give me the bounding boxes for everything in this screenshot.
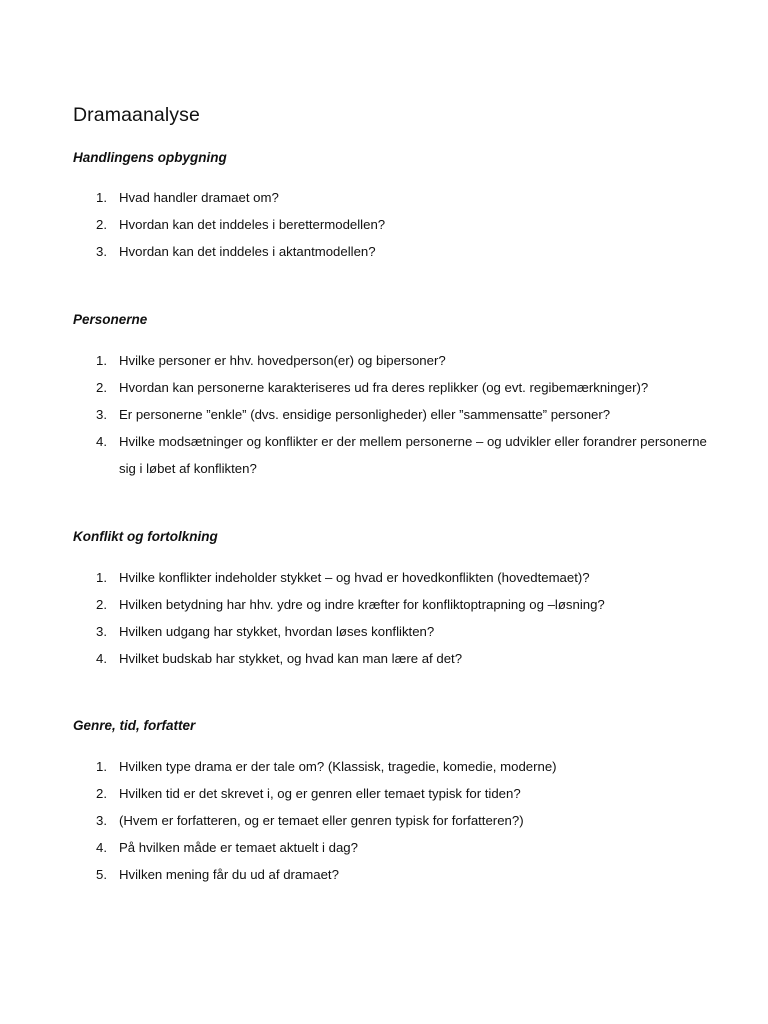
item-text: Hvilken udgang har stykket, hvordan løses konflikten?: [119, 624, 435, 639]
item-number: 4.: [96, 840, 107, 855]
list-item: [73, 184, 733, 211]
item-text: Hvilke personer er hhv. hovedperson(er) og bipersoner?: [119, 353, 446, 368]
item-number: 1.: [96, 190, 107, 205]
list-item: [73, 780, 733, 807]
section-genre-tid-forfatter: [73, 717, 733, 888]
item-number: 3.: [96, 624, 107, 639]
item-text: Hvilke modsætninger og konflikter er der mellem personerne – og udvikler eller forandrer personerne sig i løbet af konflikten?: [119, 434, 707, 476]
item-number: 5.: [96, 867, 107, 882]
item-number: 4.: [96, 434, 107, 449]
list-item: [73, 374, 713, 401]
question-list: [73, 753, 733, 888]
question-list: [73, 184, 733, 265]
section-heading: Personerne: [73, 312, 148, 327]
item-text: Er personerne ”enkle” (dvs. ensidige personligheder) eller ”sammensatte” personer?: [119, 407, 611, 422]
section-personerne: [73, 311, 733, 482]
list-item: [73, 753, 733, 780]
list-item: [73, 238, 733, 265]
list-item: [73, 618, 733, 645]
section-heading: Konflikt og fortolkning: [73, 529, 218, 544]
item-text: På hvilken måde er temaet aktuelt i dag?: [119, 840, 358, 855]
list-item: [73, 428, 713, 482]
item-text: Hvordan kan det inddeles i aktantmodellen?: [119, 244, 376, 259]
item-text: Hvilken tid er det skrevet i, og er genren eller temaet typisk for tiden?: [119, 786, 521, 801]
item-text: (Hvem er forfatteren, og er temaet eller genren typisk for forfatteren?): [119, 813, 524, 828]
item-number: 1.: [96, 759, 107, 774]
item-text: Hvilken type drama er der tale om? (Klassisk, tragedie, komedie, moderne): [119, 759, 557, 774]
list-item: [73, 645, 733, 672]
item-number: 2.: [96, 597, 107, 612]
item-number: 2.: [96, 217, 107, 232]
item-number: 4.: [96, 651, 107, 666]
list-item: [73, 834, 733, 861]
item-number: 1.: [96, 570, 107, 585]
list-item: [73, 861, 733, 888]
item-text: Hvordan kan personerne karakteriseres ud fra deres replikker (og evt. regibemærkninger)?: [119, 380, 649, 395]
section-heading: Handlingens opbygning: [73, 150, 227, 165]
item-number: 3.: [96, 813, 107, 828]
item-number: 3.: [96, 407, 107, 422]
item-text: Hvilke konflikter indeholder stykket – og hvad er hovedkonflikten (hovedtemaet)?: [119, 570, 590, 585]
item-number: 3.: [96, 244, 107, 259]
item-text: Hvilken mening får du ud af dramaet?: [119, 867, 339, 882]
item-text: Hvad handler dramaet om?: [119, 190, 279, 205]
item-text: Hvilket budskab har stykket, og hvad kan man lære af det?: [119, 651, 463, 666]
item-number: 2.: [96, 786, 107, 801]
list-item: [73, 564, 733, 591]
item-text: Hvilken betydning har hhv. ydre og indre kræfter for konfliktoptrapning og –løsning?: [119, 597, 605, 612]
item-number: 1.: [96, 353, 107, 368]
list-item: [73, 401, 713, 428]
list-item: [73, 591, 733, 618]
section-konflikt-og-fortolkning: [73, 528, 733, 672]
list-item: [73, 211, 733, 238]
item-text: Hvordan kan det inddeles i berettermodellen?: [119, 217, 386, 232]
question-list: [73, 347, 713, 482]
list-item: [73, 807, 733, 834]
section-heading: Genre, tid, forfatter: [73, 718, 196, 733]
page-title: Dramaanalyse: [73, 104, 200, 126]
list-item: [73, 347, 713, 374]
section-handlingens-opbygning: [73, 149, 733, 265]
question-list: [73, 564, 733, 672]
item-number: 2.: [96, 380, 107, 395]
